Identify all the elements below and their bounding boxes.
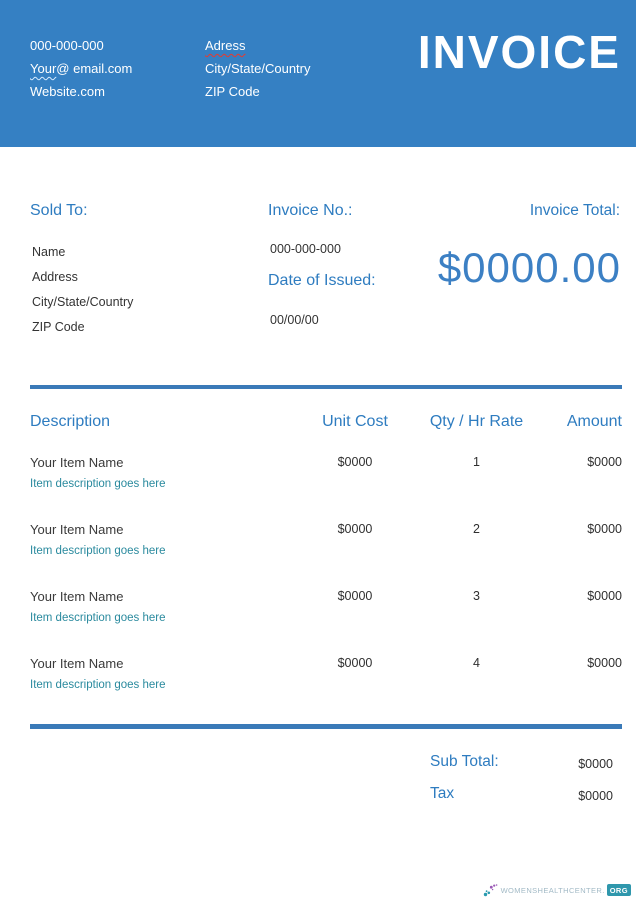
item-amount: $0000 bbox=[587, 589, 622, 603]
sold-to-zip: ZIP Code bbox=[32, 320, 85, 334]
invoice-header bbox=[0, 0, 636, 147]
invoice-total-amount: $0000.00 bbox=[437, 244, 621, 291]
item-description: Item description goes here bbox=[30, 545, 166, 557]
items-table bbox=[30, 385, 622, 729]
item-cell bbox=[30, 655, 295, 693]
item-description: Item description goes here bbox=[30, 612, 166, 624]
contact-phone: 000-000-000 bbox=[30, 38, 104, 53]
logo-badge: ORG bbox=[607, 884, 631, 896]
item-unit-cost: $0000 bbox=[337, 656, 373, 670]
contact-email bbox=[30, 57, 132, 80]
contact-email-user: Your bbox=[30, 61, 57, 76]
sender-address-word: Adress bbox=[205, 38, 246, 53]
tax-value: $0000 bbox=[578, 789, 613, 803]
column-header-description: Description bbox=[30, 413, 111, 430]
table-row bbox=[30, 655, 622, 693]
sender-address-line1 bbox=[205, 34, 311, 57]
column-header-amount: Amount bbox=[566, 413, 622, 430]
invoice-total-label: Invoice Total: bbox=[529, 202, 620, 219]
item-cell bbox=[30, 521, 295, 559]
item-description: Item description goes here bbox=[30, 679, 166, 691]
sold-to-city: City/State/Country bbox=[32, 295, 134, 309]
subtotal-value: $0000 bbox=[578, 757, 613, 771]
sender-address bbox=[205, 34, 311, 103]
subtotal-label: Sub Total: bbox=[430, 753, 499, 770]
table-header-row bbox=[30, 413, 622, 431]
date-issued-value: 00/00/00 bbox=[270, 313, 319, 327]
item-cell bbox=[30, 454, 295, 492]
column-header-unit-cost: Unit Cost bbox=[322, 413, 388, 430]
invoice-number-value: 000-000-000 bbox=[270, 242, 341, 256]
item-amount: $0000 bbox=[587, 656, 622, 670]
invoice-number-label: Invoice No.: bbox=[268, 202, 353, 219]
logo-dots-icon bbox=[483, 882, 499, 898]
item-unit-cost: $0000 bbox=[337, 522, 373, 536]
item-name: Your Item Name bbox=[30, 455, 124, 470]
table-top-rule bbox=[30, 385, 622, 389]
item-name: Your Item Name bbox=[30, 656, 124, 671]
item-amount: $0000 bbox=[587, 455, 622, 469]
sender-address-line2: City/State/Country bbox=[205, 61, 311, 76]
item-cell bbox=[30, 588, 295, 626]
item-unit-cost: $0000 bbox=[337, 589, 373, 603]
date-issued-label: Date of Issued: bbox=[268, 272, 376, 289]
item-unit-cost: $0000 bbox=[337, 455, 373, 469]
item-qty: 4 bbox=[473, 656, 480, 670]
item-qty: 2 bbox=[473, 522, 480, 536]
contact-email-domain: @ email.com bbox=[56, 61, 133, 76]
tax-label: Tax bbox=[430, 785, 455, 802]
item-qty: 1 bbox=[473, 455, 480, 469]
invoice-title: INVOICE bbox=[417, 26, 621, 78]
footer-logo bbox=[483, 882, 631, 898]
logo-text: WOMENSHEALTHCENTER. bbox=[500, 885, 605, 895]
table-row bbox=[30, 521, 622, 559]
sold-to-block bbox=[32, 240, 133, 340]
table-bottom-rule bbox=[30, 724, 622, 729]
sold-to-address: Address bbox=[32, 270, 78, 284]
table-row bbox=[30, 454, 622, 492]
table-row bbox=[30, 588, 622, 626]
contact-info bbox=[30, 34, 132, 103]
item-qty: 3 bbox=[473, 589, 480, 603]
sold-to-name: Name bbox=[32, 245, 66, 259]
sold-to-label: Sold To: bbox=[30, 202, 88, 219]
item-amount: $0000 bbox=[587, 522, 622, 536]
column-header-qty: Qty / Hr Rate bbox=[429, 413, 524, 430]
item-name: Your Item Name bbox=[30, 589, 124, 604]
sender-address-line3: ZIP Code bbox=[205, 84, 260, 99]
item-description: Item description goes here bbox=[30, 478, 166, 490]
contact-website: Website.com bbox=[30, 84, 105, 99]
item-name: Your Item Name bbox=[30, 522, 124, 537]
